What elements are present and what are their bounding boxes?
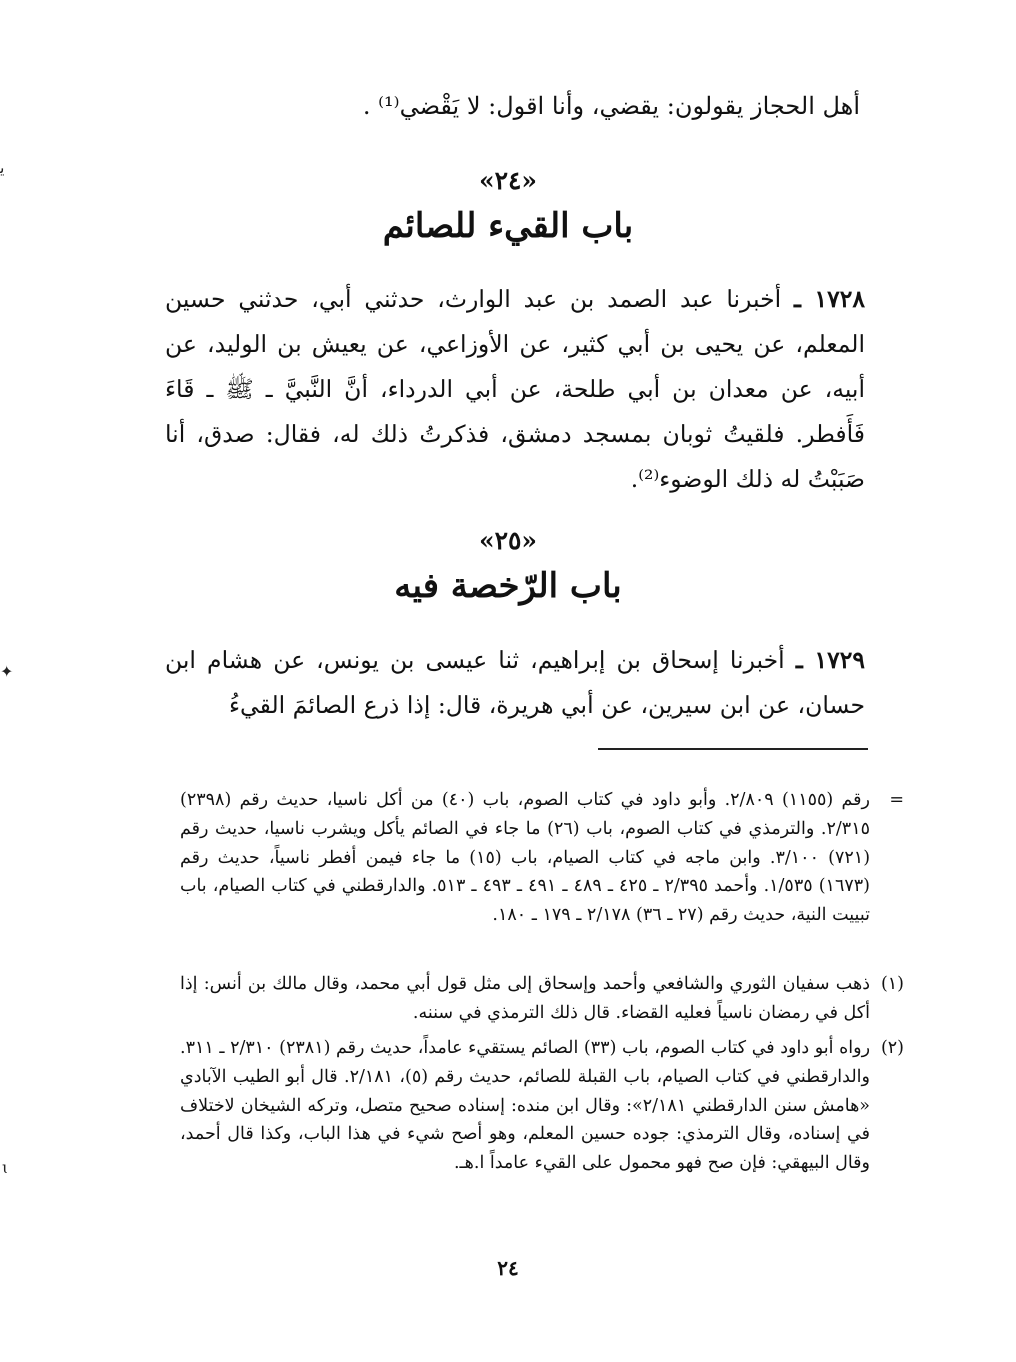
footnote-text: رواه أبو داود في كتاب الصوم، باب (٣٣) الصائم يستقيء عامداً، حديث رقم (٢٣٨١) ٢/٣١٠ ـ ٣١١. والدارقطني في كتاب الصيام، باب القبلة للصائم، حديث رقم (٥)، ٢/١٨١. قال أبو الطيب الآبادي «هامش سنن الدارقطني ٢/١٨١»: وقال ابن منده: إسناده صحيح متصل، وتركه الشيخان لاختلاف في إسناده، وقال الترمذي: جوده حسين المعلم، وهو أصح شيء في هذا الباب، وكذا قال أحمد، وقال البيهقي: فإن صح فهو محمول على القيء عامداً ا.هـ.: [180, 1038, 871, 1174]
hadith-text: أخبرنا عبد الصمد بن عبد الوارث، حدثني أبي، حدثني حسين المعلم، عن يحيى بن أبي كثير، عن الأوزاعي، عن يعيش بن الوليد، عن أبيه، عن معدان بن أبي طلحة، عن أبي الدرداء، أنَّ النَّبيَّ ـ ﷺ ـ قَاءَ فَأَفطر. فلقيتُ ثوبان بمسجد دمشق، فذكرتُ ذلك له، فقال: صدق، أنا صَبَبْتُ له ذلك الوضوء⁽²⁾.: [165, 285, 865, 493]
hadith-number: ١٧٢٩ ـ: [795, 646, 865, 674]
intro-line: أهل الحجاز يقولون: يقضي، وأنا اقول: لا يَقْضي⁽¹⁾ .: [362, 92, 860, 120]
footnote-text: ذهب سفيان الثوري والشافعي وأحمد وإسحاق إلى مثل قول أبي محمد، وقال مالك بن أنس: إذا أكل في رمضان ناسياً فعليه القضاء. قال ذلك الترمذي في سننه.: [180, 974, 870, 1023]
section-title: باب القيء للصائم: [382, 206, 634, 246]
footnote-text: رقم (١١٥٥) ٢/٨٠٩. وأبو داود في كتاب الصوم، باب (٤٠) من أكل ناسيا، حديث رقم (٢٣٩٨) ٢/٣١٥. والترمذي في كتاب الصوم، باب (٢٦) ما جاء في الصائم يأكل ويشرب ناسيا، حديث رقم (٧٢١) ٣/١٠٠. وابن ماجه في كتاب الصيام، باب (١٥) ما جاء فيمن أفطر ناسياً، حديث رقم (١٦٧٣) ١/٥٣٥. وأحمد ٢/٣٩٥ ـ ٤٢٥ ـ ٤٨٩ ـ ٤٩١ ـ ٤٩٣ ـ ٥١٣. والدارقطني في كتاب الصيام، باب تبييت النية، حديث رقم (٢٧ ـ ٣٦) ٢/١٧٨ ـ ١٧٩ ـ ١٨٠.: [180, 790, 871, 926]
scan-edge-mark: ɩ: [2, 1158, 9, 1177]
section-title: باب الرّخصة فيه: [394, 566, 622, 606]
hadith-number: ١٧٢٨ ـ: [794, 285, 865, 313]
hadith-text: أخبرنا إسحاق بن إبراهيم، ثنا عيسى بن يونس، عن هشام ابن حسان، عن ابن سيرين، عن أبي هريرة، قال: إذا ذرع الصائمَ القيءُ: [165, 646, 865, 719]
footnote-mark: =: [889, 790, 904, 810]
footnote-2: [180, 1034, 904, 1178]
footnote-1: [180, 970, 904, 1028]
footnote-divider: [598, 748, 868, 750]
scan-edge-mark: ﻳ: [0, 158, 5, 177]
section-number: «٢٥»: [478, 526, 538, 555]
scan-edge-mark: ✦: [0, 662, 14, 681]
page-number: ٢٤: [497, 1256, 519, 1280]
footnote-continuation: [180, 786, 904, 930]
footnote-mark: (١): [880, 974, 904, 994]
section-number: «٢٤»: [478, 166, 538, 195]
hadith-paragraph: [165, 277, 865, 502]
footnote-mark: (٢): [880, 1038, 904, 1058]
hadith-paragraph: [165, 638, 865, 728]
